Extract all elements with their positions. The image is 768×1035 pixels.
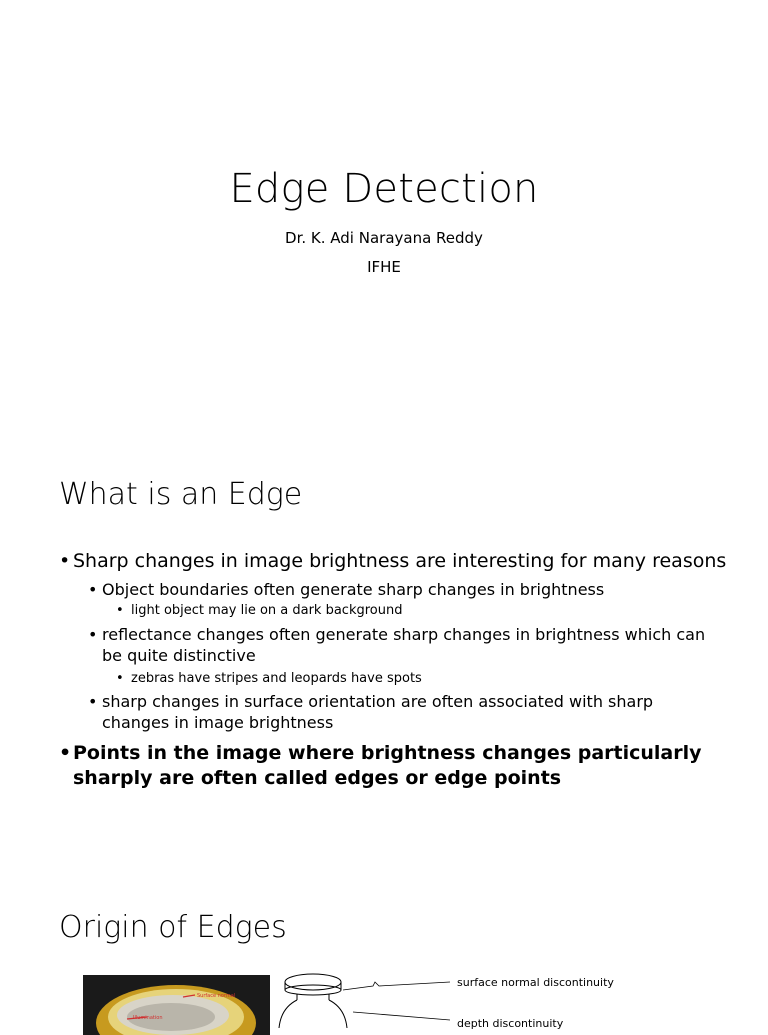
slide-heading: Origin of Edges bbox=[59, 910, 287, 945]
bullet-dot: • bbox=[59, 550, 71, 572]
bullet-text: sharp changes in surface orientation are often associated with sharp changes in image brightness bbox=[102, 692, 654, 732]
bullet-dot: • bbox=[116, 671, 124, 686]
bullet-text-emphasis: Points in the image where brightness changes particularly sharply are often called edges or edge points bbox=[73, 742, 702, 789]
bullet-text: reflectance changes often generate sharp changes in brightness which can be quite distinctive bbox=[102, 625, 706, 665]
author-name: Dr. K. Adi Narayana Reddy bbox=[285, 229, 483, 247]
bullet-text: Sharp changes in image brightness are interesting for many reasons bbox=[73, 550, 727, 572]
institution-name: IFHE bbox=[367, 258, 401, 276]
slide-title: Edge Detection bbox=[229, 166, 539, 212]
edge-origin-diagram bbox=[275, 968, 625, 1032]
bullet-dot: • bbox=[59, 742, 72, 764]
bullet-text: Object boundaries often generate sharp changes in brightness bbox=[102, 580, 605, 599]
label-depth: depth discontinuity bbox=[457, 1017, 564, 1030]
bullet-dot: • bbox=[116, 603, 124, 618]
bullet-dot: • bbox=[88, 580, 98, 599]
label-surface-normal: surface normal discontinuity bbox=[457, 976, 614, 989]
bullet-dot: • bbox=[88, 692, 98, 711]
bullet-dot: • bbox=[88, 625, 98, 644]
photo-label: Surface normal bbox=[197, 993, 236, 999]
photo-label: Illumination bbox=[133, 1015, 163, 1021]
bullet-text: zebras have stripes and leopards have spots bbox=[131, 671, 422, 686]
slide-heading: What is an Edge bbox=[59, 477, 303, 512]
bullet-text: light object may lie on a dark background bbox=[131, 603, 403, 618]
photo-cup bbox=[83, 975, 270, 1035]
